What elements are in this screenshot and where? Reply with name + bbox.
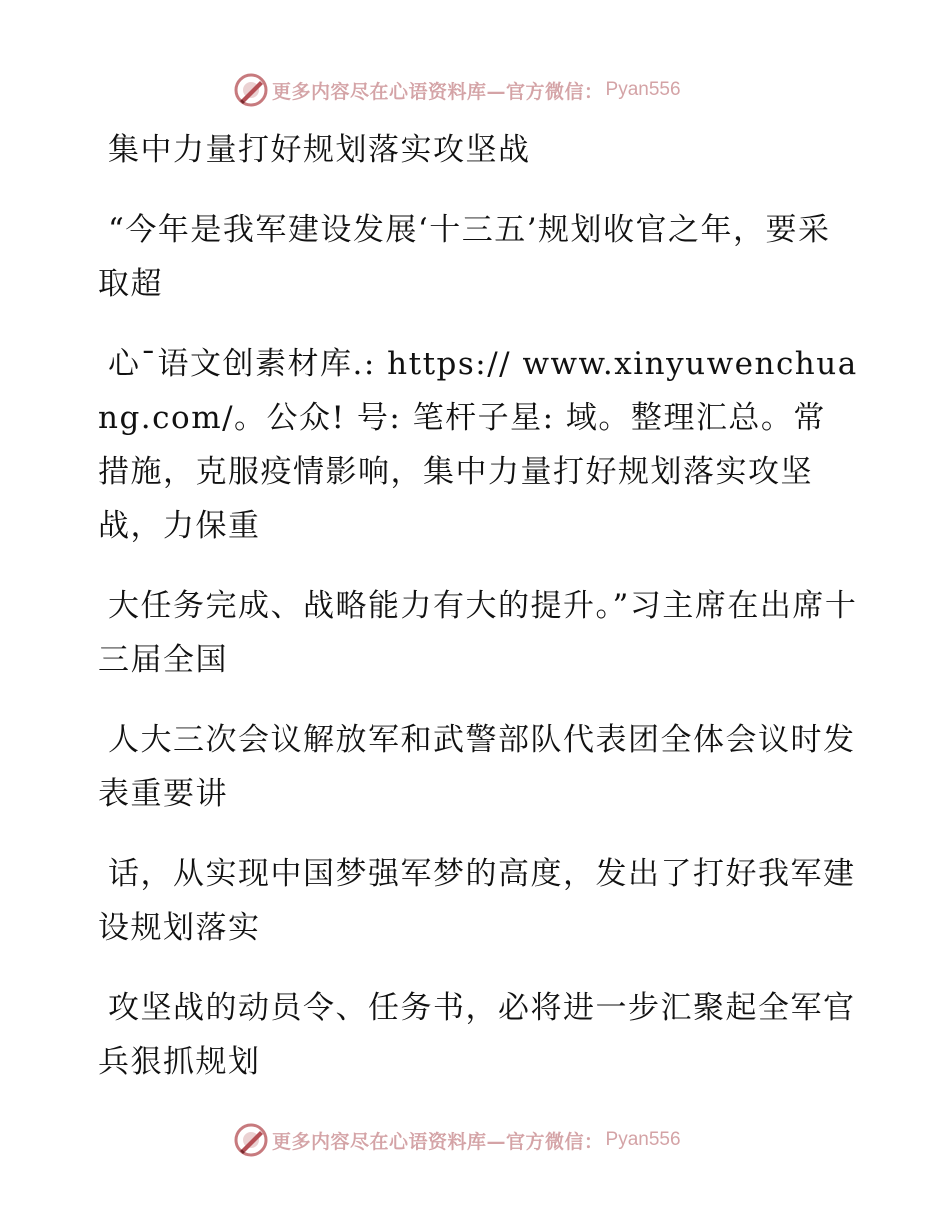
header-watermark <box>234 72 681 108</box>
paragraph: 攻坚战的动员令、任务书，必将进一步汇聚起全军官兵狠抓规划 <box>98 990 856 1080</box>
document-body <box>98 123 858 1115</box>
brush-logo-icon <box>234 1123 268 1157</box>
footer-watermark <box>234 1122 681 1158</box>
paragraph: 大任务完成、战略能力有大的提升。”习主席在出席十三届全国 <box>98 588 858 678</box>
paragraph: “今年是我军建设发展‘十三五’规划收官之年，要采取超 <box>98 212 831 302</box>
paragraph: 心¯语文创素材库.: https:// www.xinyuwenchuang.com/。公众! 号: 笔杆子星: 域。整理汇总。常措施，克服疫情影响，集中力量打好规划落实攻坚战，力保重 <box>98 346 858 544</box>
watermark-wechat-id: Pyan556 <box>605 1129 681 1150</box>
brush-logo-icon <box>234 73 268 107</box>
watermark-wechat-id: Pyan556 <box>605 79 681 100</box>
watermark-text: 更多内容尽在心语资料库—官方微信： <box>272 1130 604 1153</box>
paragraph: 人大三次会议解放军和武警部队代表团全体会议时发表重要讲 <box>98 722 856 812</box>
watermark-text: 更多内容尽在心语资料库—官方微信： <box>272 80 604 103</box>
document-title: 集中力量打好规划落实攻坚战 <box>108 132 531 168</box>
paragraph: 话，从实现中国梦强军梦的高度，发出了打好我军建设规划落实 <box>98 856 856 946</box>
